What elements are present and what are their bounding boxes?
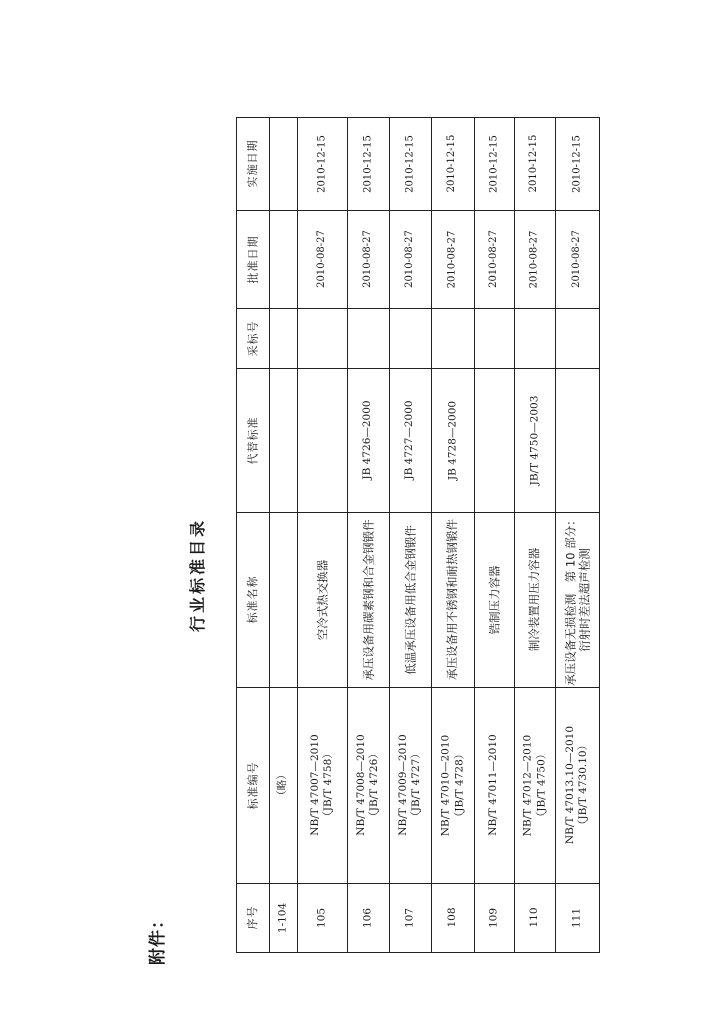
table-row-code-text: NB/T 47009—2010 (396, 734, 409, 836)
table-row-approval-date (431, 210, 474, 308)
table-row-effective-date (555, 117, 599, 210)
table-row-effective-date (474, 117, 514, 210)
table-row-seq (431, 883, 474, 952)
table-row-name (514, 512, 555, 687)
table-row-name (431, 512, 474, 687)
header-approval-text: 批准日期 (245, 235, 259, 283)
header-replaces-text: 代替标准 (245, 416, 259, 464)
omitted-row-seq-text: 1-104 (276, 902, 289, 933)
omitted-row-note-text: （略） (276, 769, 289, 801)
header-effective (236, 117, 269, 210)
table-row-code-text: NB/T 47007—2010 (308, 734, 321, 836)
omitted-row-seq (269, 883, 297, 952)
table-row-seq (474, 883, 514, 952)
table-row-code-text: （JB/T 4726） (368, 748, 380, 822)
table-row-name-text: 锆制压力容器 (486, 565, 501, 634)
table-row-name-text: 承压设备用不锈钢和耐热钢锻件 (445, 519, 460, 680)
table-row-name-text: 制冷装置用压力容器 (527, 547, 542, 652)
table-row-seq-text: 107 (403, 907, 416, 928)
table-row-replaces (431, 368, 474, 512)
table-row-approval-date (555, 210, 599, 308)
table-row-code (389, 687, 431, 883)
table-row-code-text: （JB/T 4758） (322, 748, 334, 822)
table-row-approval-date (297, 210, 347, 308)
table-row-name (474, 512, 514, 687)
table-row-code-text: NB/T 47012—2010 (521, 734, 534, 836)
table-row-effective-date (431, 117, 474, 210)
table-row-code (297, 687, 347, 883)
table-row-code-text: NB/T 47008—2010 (354, 734, 367, 836)
table-row-approval-date (347, 210, 389, 308)
table-row-effective-date-text: 2010-12-15 (487, 134, 499, 193)
header-code-text: 标准编号 (245, 761, 259, 809)
table-row-approval-date-text: 2010-08-27 (528, 230, 540, 288)
table-row-effective-date-text: 2010-12-15 (315, 134, 327, 193)
table-row-seq-text: 106 (361, 907, 374, 928)
header-code (236, 687, 269, 883)
table-row-effective-date (389, 117, 431, 210)
omitted-row-note (269, 687, 297, 883)
table-row-replaces-text: JB/T 4750—2003 (527, 395, 540, 485)
table-row-replaces-text: JB 4726—2000 (361, 400, 374, 480)
table-row-seq-text: 109 (487, 907, 500, 928)
table-row-approval-date (389, 210, 431, 308)
table-row-approval-date-text: 2010-08-27 (403, 230, 415, 288)
header-seq (236, 883, 269, 952)
table-row-replaces (514, 368, 555, 512)
table-row-seq (389, 883, 431, 952)
table-row-effective-date-text: 2010-12-15 (528, 134, 540, 193)
table-row-name-text: 低温承压设备用低合金钢锻件 (402, 524, 417, 675)
table-row-code-text: （JB/T 4727） (410, 748, 422, 822)
table-row-code-text: NB/T 47011—2010 (487, 734, 500, 836)
table-row-name (297, 512, 347, 687)
table-row-replaces (347, 368, 389, 512)
header-seq-text: 序号 (245, 905, 259, 930)
table-row-seq-text: 108 (445, 907, 458, 928)
table-row-code (431, 687, 474, 883)
table-row-code (555, 687, 599, 883)
table-row-seq-text: 110 (527, 907, 540, 928)
table-row-name-text: 空冷式热交换器 (314, 559, 329, 640)
table-row-approval-date-text: 2010-08-27 (315, 230, 327, 288)
table-row-code-text: （JB/T 4728） (452, 748, 465, 822)
table-row-code (474, 687, 514, 883)
table-row-approval-date-text: 2010-08-27 (570, 230, 582, 288)
table-row-seq-text: 105 (315, 907, 328, 928)
table-row-code-text: NB/T 47010—2010 (439, 734, 452, 836)
table-row-effective-date-text: 2010-12-15 (570, 134, 582, 193)
header-adopted-text: 采标号 (245, 320, 259, 356)
table-row-seq-text: 111 (570, 907, 583, 928)
table-row-code-text: （JB/T 4730.10） (577, 739, 589, 831)
table-row-name (555, 512, 599, 687)
header-name (236, 512, 269, 687)
table-row-seq (555, 883, 599, 952)
table-row-effective-date-text: 2010-12-15 (403, 134, 415, 193)
table-row-effective-date (514, 117, 555, 210)
header-effective-text: 实施日期 (245, 139, 259, 188)
header-replaces (236, 368, 269, 512)
table-row-approval-date-text: 2010-08-27 (487, 230, 499, 288)
header-approval (236, 210, 269, 308)
table-row-name (347, 512, 389, 687)
header-adopted (236, 308, 269, 368)
table-row-code-text: NB/T 47013.10—2010 (563, 725, 576, 845)
table-row-effective-date-text: 2010-12-15 (446, 134, 458, 193)
table-row-approval-date (474, 210, 514, 308)
attachment-label: 附件： (148, 911, 168, 965)
table-row-effective-date (297, 117, 347, 210)
standards-table (236, 117, 600, 953)
table-row-approval-date-text: 2010-08-27 (361, 230, 373, 288)
header-name-text: 标准名称 (245, 575, 259, 624)
table-row-replaces-text: JB 4727—2000 (403, 400, 416, 480)
table-row-effective-date-text: 2010-12-15 (361, 134, 373, 193)
table-row-seq (514, 883, 555, 952)
table-row-name-text: 承压设备无损检测 第 10 部分： (562, 513, 577, 686)
table-row-effective-date (347, 117, 389, 210)
table-row-approval-date-text: 2010-08-27 (446, 230, 458, 288)
table-row-name-text: 承压设备用碳素钢和合金钢锻件 (360, 519, 375, 680)
table-row-code (514, 687, 555, 883)
table-row-seq (297, 883, 347, 952)
table-row-seq (347, 883, 389, 952)
table-row-name-text: 衍射时差法超声检测 (577, 547, 591, 652)
table-row-replaces-text: JB 4728—2000 (445, 400, 458, 480)
table-row-code (347, 687, 389, 883)
table-row-code-text: （JB/T 4750） (534, 748, 547, 822)
table-row-replaces (389, 368, 431, 512)
table-row-approval-date (514, 210, 555, 308)
page-title: 行业标准目录 (188, 518, 207, 633)
table-row-name (389, 512, 431, 687)
